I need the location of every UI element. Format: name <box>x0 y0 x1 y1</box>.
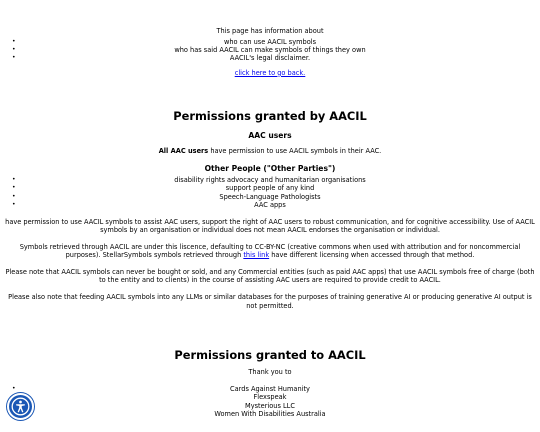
aac-users-bold: All AAC users <box>158 147 209 156</box>
thanks-text: Thank you to <box>248 368 292 377</box>
go-back-link[interactable]: click here to go back. <box>234 68 306 77</box>
ai-paragraph: Please also note that feeding AACIL symbols into any LLMs or similar databases for the purposes of training generative AI or producing generative AI output is not permitted. <box>8 293 532 310</box>
permission-paragraph: have permission to use AACIL symbols to assist AAC users, support the right of AAC users to robust communication, and for cognitive accessibility. Use of AACIL symbols by an organisation or individual does not mean AACIL endorses the organisation or individual. <box>5 217 535 235</box>
thanks-list <box>0 385 540 419</box>
aac-users-statement <box>0 147 540 156</box>
list-item: • Speech-Language Pathologists <box>0 193 540 201</box>
page-content <box>0 27 540 418</box>
commercial-paragraph: Please note that AACIL symbols can never be bought or sold, and any Commercial entities (such as paid AAC apps) that use AACIL symbols free of charge (both to the entity and to clients) in the course of assisting AAC users are required to provide credit to AACIL. <box>5 267 535 285</box>
list-item: • who has said AACIL can make symbols of things they own <box>0 46 540 54</box>
stellarsymbols-link[interactable]: this link <box>243 251 270 260</box>
list-item: • disability rights advocacy and humanitarian organisations <box>0 176 540 184</box>
section-title-granted-by: Permissions granted by AACIL <box>173 109 367 124</box>
aac-users-text: have permission to use AACIL symbols in their AAC. <box>208 147 382 156</box>
list-item: • Cards Against Humanity <box>0 385 540 393</box>
list-item: • Flexspeak <box>0 393 540 401</box>
permissions-paragraphs <box>0 218 540 311</box>
list-item: • Mysterious LLC <box>0 402 540 410</box>
aac-users-heading: AAC users <box>248 131 292 141</box>
accessibility-person-icon <box>11 397 30 416</box>
licence-paragraph <box>3 243 537 260</box>
list-item: • support people of any kind <box>0 184 540 192</box>
other-people-heading: Other People ("Other Parties") <box>204 163 336 173</box>
list-item: • who can use AACIL symbols <box>0 38 540 46</box>
list-item: • AAC apps <box>0 201 540 209</box>
intro-list <box>0 38 540 63</box>
other-people-list <box>0 176 540 210</box>
list-item: • AACIL's legal disclaimer. <box>0 54 540 62</box>
accessibility-button[interactable] <box>7 393 34 420</box>
section-title-granted-to: Permissions granted to AACIL <box>174 348 366 363</box>
licence-text-a: Symbols retrieved through AACIL are under this liscence, defaulting to CC-BY-NC (creative commons when used with attribution and for noncommercial purposes). StellarSymbols symbols retrieved through <box>19 242 521 260</box>
list-item: • Women With Disabilities Australia <box>0 410 540 418</box>
intro-text: This page has information about <box>216 27 324 35</box>
licence-text-b: have different licensing when accessed through that method. <box>269 251 475 260</box>
